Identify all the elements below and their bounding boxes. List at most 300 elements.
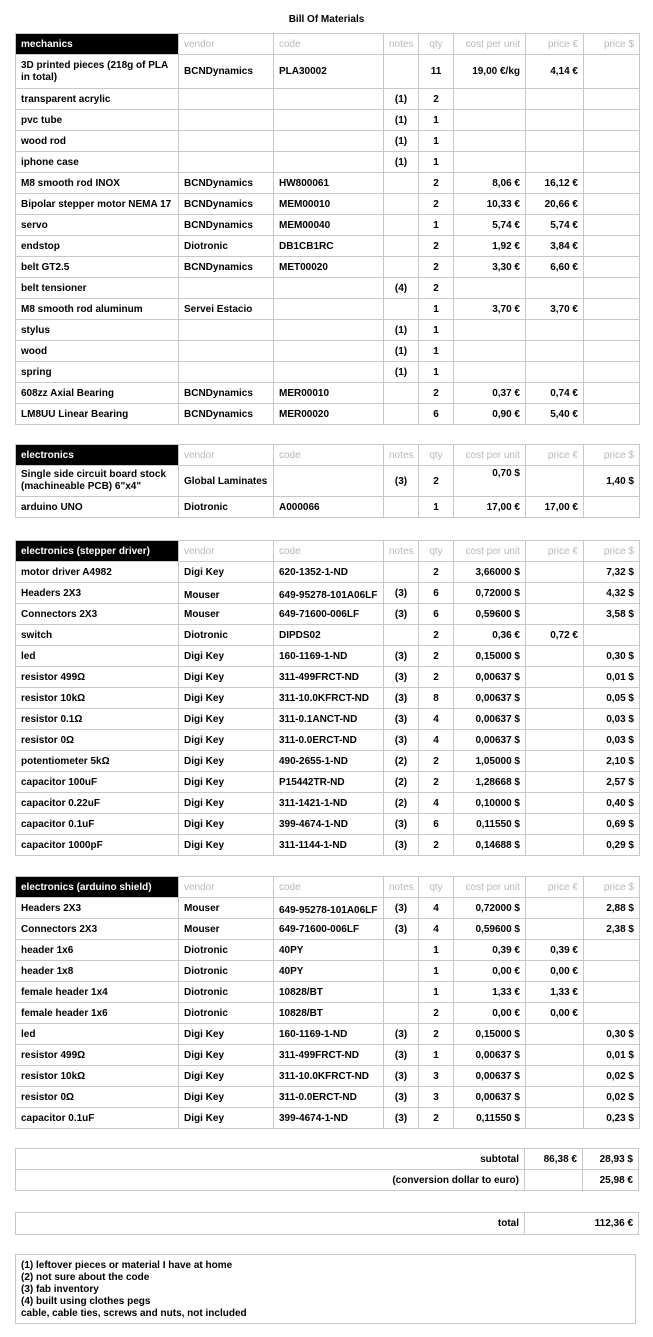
- cell-usd: 2,10 $: [584, 751, 640, 772]
- cell-vendor: Digi Key: [179, 1066, 274, 1087]
- column-header: vendor: [179, 877, 274, 898]
- column-header: code: [274, 877, 384, 898]
- cell-qty: 2: [419, 835, 454, 856]
- cell-notes: (1): [384, 131, 419, 152]
- item-name: Single side circuit board stock (machineable PCB) 6"x4": [16, 466, 179, 497]
- cell-code: 40PY: [274, 940, 384, 961]
- cell-code: 10828/BT: [274, 982, 384, 1003]
- column-header: price $: [584, 445, 640, 466]
- cell-eur: [526, 1066, 584, 1087]
- cell-notes: (3): [384, 1087, 419, 1108]
- cell-eur: 0,39 €: [526, 940, 584, 961]
- table-row: [16, 835, 640, 856]
- cell-notes: (3): [384, 583, 419, 604]
- item-name: capacitor 1000pF: [16, 835, 179, 856]
- cell-qty: 4: [419, 709, 454, 730]
- cell-qty: 2: [419, 1108, 454, 1129]
- cell-cost: [454, 152, 526, 173]
- cell-qty: 2: [419, 1024, 454, 1045]
- cell-notes: [384, 497, 419, 518]
- item-name: capacitor 0.1uF: [16, 1108, 179, 1129]
- item-name: 3D printed pieces (218g of PLA in total): [16, 55, 179, 89]
- cell-code: [274, 299, 384, 320]
- table-row: [16, 1066, 640, 1087]
- cell-usd: [584, 625, 640, 646]
- cell-eur: 5,74 €: [526, 215, 584, 236]
- cell-notes: [384, 940, 419, 961]
- cell-eur: 20,66 €: [526, 194, 584, 215]
- cell-code: 311-0.0ERCT-ND: [274, 730, 384, 751]
- note-line: (4) built using clothes pegs: [21, 1296, 151, 1307]
- cell-eur: [526, 835, 584, 856]
- cell-code: 399-4674-1-ND: [274, 814, 384, 835]
- cell-cost: 0,37 €: [454, 383, 526, 404]
- cell-usd: [584, 404, 640, 425]
- cell-vendor: Servei Estacio: [179, 299, 274, 320]
- cell-usd: 0,29 $: [584, 835, 640, 856]
- cell-qty: 2: [419, 383, 454, 404]
- cell-qty: 2: [419, 236, 454, 257]
- total-table: [15, 1212, 639, 1235]
- cell-notes: [384, 1003, 419, 1024]
- cell-notes: (1): [384, 320, 419, 341]
- cell-usd: [584, 341, 640, 362]
- cell-notes: (3): [384, 1024, 419, 1045]
- cell-vendor: [179, 152, 274, 173]
- column-header: qty: [419, 877, 454, 898]
- cell-cost: 3,70 €: [454, 299, 526, 320]
- table-row: [16, 257, 640, 278]
- cell-notes: (1): [384, 152, 419, 173]
- cell-notes: (3): [384, 1066, 419, 1087]
- item-name: motor driver A4982: [16, 562, 179, 583]
- item-name: capacitor 100uF: [16, 772, 179, 793]
- cell-qty: 2: [419, 772, 454, 793]
- cell-eur: [526, 919, 584, 940]
- cell-qty: 1: [419, 110, 454, 131]
- cell-vendor: BCNDynamics: [179, 404, 274, 425]
- item-name: resistor 10kΩ: [16, 688, 179, 709]
- table-row: [16, 919, 640, 940]
- table-row: [16, 236, 640, 257]
- column-header: price €: [526, 445, 584, 466]
- cell-notes: (1): [384, 110, 419, 131]
- conversion-eur: 25,98 €: [583, 1170, 639, 1191]
- note-line: (2) not sure about the code: [21, 1272, 150, 1283]
- cell-qty: 3: [419, 1066, 454, 1087]
- table-row: [16, 299, 640, 320]
- cell-vendor: [179, 131, 274, 152]
- cell-cost: 0,59600 $: [454, 604, 526, 625]
- column-header: qty: [419, 34, 454, 55]
- column-header: qty: [419, 445, 454, 466]
- cell-vendor: Mouser: [179, 898, 274, 919]
- cell-vendor: Digi Key: [179, 1024, 274, 1045]
- cell-qty: 11: [419, 55, 454, 89]
- cell-cost: [454, 341, 526, 362]
- cell-usd: [584, 278, 640, 299]
- cell-cost: [454, 320, 526, 341]
- cell-qty: 2: [419, 173, 454, 194]
- cell-code: MER00010: [274, 383, 384, 404]
- table-row: [16, 793, 640, 814]
- cell-notes: (3): [384, 1045, 419, 1066]
- table-row: [16, 940, 640, 961]
- cell-notes: [384, 562, 419, 583]
- cell-usd: 0,23 $: [584, 1108, 640, 1129]
- cell-notes: (3): [384, 667, 419, 688]
- column-header: notes: [384, 877, 419, 898]
- cell-notes: (3): [384, 835, 419, 856]
- cell-vendor: Diotronic: [179, 236, 274, 257]
- cell-usd: 7,32 $: [584, 562, 640, 583]
- cell-code: 311-1144-1-ND: [274, 835, 384, 856]
- cell-qty: 2: [419, 751, 454, 772]
- cell-vendor: Global Laminates: [179, 466, 274, 497]
- cell-usd: 2,88 $: [584, 898, 640, 919]
- cell-code: MEM00010: [274, 194, 384, 215]
- cell-qty: 6: [419, 404, 454, 425]
- table-row: [16, 173, 640, 194]
- cell-usd: [584, 362, 640, 383]
- subtotal-eur: 86,38 €: [525, 1149, 583, 1170]
- cell-cost: 0,00637 $: [454, 730, 526, 751]
- cell-code: 649-95278-101A06LF: [274, 898, 384, 919]
- note-line: (3) fab inventory: [21, 1284, 99, 1295]
- cell-notes: (3): [384, 466, 419, 497]
- cell-usd: 2,57 $: [584, 772, 640, 793]
- cell-cost: 0,11550 $: [454, 814, 526, 835]
- total-label: total: [16, 1213, 525, 1235]
- cell-vendor: BCNDynamics: [179, 173, 274, 194]
- cell-usd: [584, 194, 640, 215]
- item-name: servo: [16, 215, 179, 236]
- cell-qty: 4: [419, 919, 454, 940]
- cell-code: 649-71600-006LF: [274, 604, 384, 625]
- cell-cost: 1,28668 $: [454, 772, 526, 793]
- column-header: price $: [584, 541, 640, 562]
- cell-eur: 3,84 €: [526, 236, 584, 257]
- section-title: electronics (arduino shield): [16, 877, 179, 898]
- cell-eur: [526, 709, 584, 730]
- cell-eur: [526, 583, 584, 604]
- table-row: [16, 320, 640, 341]
- item-name: endstop: [16, 236, 179, 257]
- item-name: stylus: [16, 320, 179, 341]
- item-name: M8 smooth rod INOX: [16, 173, 179, 194]
- column-header: price €: [526, 541, 584, 562]
- cell-usd: 0,02 $: [584, 1087, 640, 1108]
- cell-usd: 0,30 $: [584, 646, 640, 667]
- cell-eur: 0,72 €: [526, 625, 584, 646]
- cell-qty: 1: [419, 341, 454, 362]
- cell-vendor: Digi Key: [179, 646, 274, 667]
- cell-cost: 0,14688 $: [454, 835, 526, 856]
- item-name: wood: [16, 341, 179, 362]
- table-row: [16, 709, 640, 730]
- cell-cost: 0,00637 $: [454, 667, 526, 688]
- cell-eur: 0,74 €: [526, 383, 584, 404]
- cell-qty: 1: [419, 961, 454, 982]
- cell-notes: [384, 194, 419, 215]
- cell-notes: (3): [384, 604, 419, 625]
- cell-eur: [526, 667, 584, 688]
- cell-usd: [584, 497, 640, 518]
- cell-usd: 0,69 $: [584, 814, 640, 835]
- cell-vendor: [179, 278, 274, 299]
- item-name: resistor 499Ω: [16, 1045, 179, 1066]
- section-title: electronics: [16, 445, 179, 466]
- notes-box: [15, 1254, 636, 1324]
- cell-qty: 1: [419, 215, 454, 236]
- cell-vendor: Digi Key: [179, 709, 274, 730]
- cell-cost: 5,74 €: [454, 215, 526, 236]
- cell-notes: (3): [384, 730, 419, 751]
- table-row: [16, 667, 640, 688]
- cell-notes: (3): [384, 709, 419, 730]
- item-name: led: [16, 1024, 179, 1045]
- subtotal-table: [15, 1148, 639, 1191]
- cell-notes: [384, 961, 419, 982]
- cell-usd: [584, 383, 640, 404]
- section-table: [15, 540, 640, 856]
- table-row: [16, 1045, 640, 1066]
- cell-notes: (2): [384, 793, 419, 814]
- cell-qty: 2: [419, 89, 454, 110]
- cell-cost: 1,05000 $: [454, 751, 526, 772]
- item-name: Connectors 2X3: [16, 604, 179, 625]
- cell-usd: [584, 173, 640, 194]
- cell-cost: 19,00 €/kg: [454, 55, 526, 89]
- cell-vendor: Diotronic: [179, 497, 274, 518]
- cell-vendor: Digi Key: [179, 772, 274, 793]
- cell-cost: 8,06 €: [454, 173, 526, 194]
- cell-cost: 0,10000 $: [454, 793, 526, 814]
- table-row: [16, 646, 640, 667]
- cell-notes: (3): [384, 919, 419, 940]
- cell-qty: 1: [419, 940, 454, 961]
- item-name: resistor 0.1Ω: [16, 709, 179, 730]
- cell-cost: 0,72000 $: [454, 583, 526, 604]
- cell-notes: [384, 299, 419, 320]
- cell-notes: [384, 625, 419, 646]
- cell-code: 40PY: [274, 961, 384, 982]
- note-line: (1) leftover pieces or material I have at home: [21, 1260, 233, 1271]
- cell-usd: [584, 299, 640, 320]
- cell-vendor: Diotronic: [179, 1003, 274, 1024]
- cell-code: 620-1352-1-ND: [274, 562, 384, 583]
- subtotal-usd: 28,93 $: [583, 1149, 639, 1170]
- cell-notes: [384, 236, 419, 257]
- cell-cost: 0,00637 $: [454, 1045, 526, 1066]
- cell-vendor: Digi Key: [179, 793, 274, 814]
- cell-cost: 3,66000 $: [454, 562, 526, 583]
- cell-cost: 10,33 €: [454, 194, 526, 215]
- cell-code: 311-499FRCT-ND: [274, 667, 384, 688]
- table-row: [16, 1003, 640, 1024]
- table-row: [16, 215, 640, 236]
- cell-usd: 0,03 $: [584, 730, 640, 751]
- cell-usd: [584, 320, 640, 341]
- cell-vendor: Mouser: [179, 919, 274, 940]
- column-header: cost per unit: [454, 877, 526, 898]
- cell-code: 649-95278-101A06LF: [274, 583, 384, 604]
- cell-qty: 4: [419, 730, 454, 751]
- cell-code: 311-1421-1-ND: [274, 793, 384, 814]
- cell-qty: 1: [419, 131, 454, 152]
- cell-code: HW800061: [274, 173, 384, 194]
- conversion-label: (conversion dollar to euro): [16, 1170, 525, 1191]
- cell-vendor: Digi Key: [179, 1087, 274, 1108]
- item-name: pvc tube: [16, 110, 179, 131]
- cell-usd: 1,40 $: [584, 466, 640, 497]
- item-name: belt GT2.5: [16, 257, 179, 278]
- item-name: spring: [16, 362, 179, 383]
- cell-notes: (3): [384, 898, 419, 919]
- item-name: switch: [16, 625, 179, 646]
- cell-code: 649-71600-006LF: [274, 919, 384, 940]
- cell-eur: [526, 152, 584, 173]
- conversion-empty: [525, 1170, 583, 1191]
- cell-notes: [384, 55, 419, 89]
- cell-cost: 0,36 €: [454, 625, 526, 646]
- cell-vendor: Digi Key: [179, 1045, 274, 1066]
- cell-cost: [454, 362, 526, 383]
- cell-eur: 3,70 €: [526, 299, 584, 320]
- cell-usd: [584, 55, 640, 89]
- cell-vendor: Digi Key: [179, 730, 274, 751]
- table-row: [16, 625, 640, 646]
- page-title: Bill Of Materials: [288, 14, 365, 25]
- section-table: [15, 33, 640, 425]
- cell-cost: 0,72000 $: [454, 898, 526, 919]
- cell-eur: 6,60 €: [526, 257, 584, 278]
- item-name: header 1x8: [16, 961, 179, 982]
- cell-notes: [384, 383, 419, 404]
- cell-cost: 1,92 €: [454, 236, 526, 257]
- item-name: female header 1x4: [16, 982, 179, 1003]
- table-row: [16, 1087, 640, 1108]
- column-header: cost per unit: [454, 541, 526, 562]
- cell-cost: 0,70 $: [454, 466, 526, 497]
- cell-cost: [454, 89, 526, 110]
- table-row: [16, 688, 640, 709]
- cell-vendor: Mouser: [179, 604, 274, 625]
- cell-qty: 1: [419, 320, 454, 341]
- item-name: M8 smooth rod aluminum: [16, 299, 179, 320]
- item-name: resistor 499Ω: [16, 667, 179, 688]
- cell-code: MET00020: [274, 257, 384, 278]
- cell-usd: [584, 257, 640, 278]
- cell-usd: [584, 152, 640, 173]
- cell-eur: [526, 1045, 584, 1066]
- cell-usd: 0,01 $: [584, 667, 640, 688]
- cell-usd: [584, 110, 640, 131]
- cell-usd: 3,58 $: [584, 604, 640, 625]
- cell-notes: (2): [384, 772, 419, 793]
- cell-vendor: Diotronic: [179, 961, 274, 982]
- cell-vendor: BCNDynamics: [179, 257, 274, 278]
- column-header: code: [274, 541, 384, 562]
- cell-code: [274, 152, 384, 173]
- cell-eur: [526, 562, 584, 583]
- cell-qty: 6: [419, 604, 454, 625]
- cell-qty: 4: [419, 898, 454, 919]
- cell-notes: (1): [384, 341, 419, 362]
- table-row: [16, 982, 640, 1003]
- item-name: Headers 2X3: [16, 898, 179, 919]
- cell-notes: [384, 982, 419, 1003]
- cell-qty: 8: [419, 688, 454, 709]
- cell-qty: 2: [419, 667, 454, 688]
- cell-eur: 4,14 €: [526, 55, 584, 89]
- column-header: cost per unit: [454, 34, 526, 55]
- cell-eur: [526, 341, 584, 362]
- table-row: [16, 55, 640, 89]
- cell-code: [274, 362, 384, 383]
- cell-cost: 0,90 €: [454, 404, 526, 425]
- cell-cost: 0,15000 $: [454, 1024, 526, 1045]
- cell-eur: [526, 793, 584, 814]
- cell-usd: [584, 215, 640, 236]
- cell-qty: 2: [419, 1003, 454, 1024]
- cell-notes: (1): [384, 89, 419, 110]
- cell-eur: [526, 751, 584, 772]
- cell-vendor: Digi Key: [179, 1108, 274, 1129]
- cell-cost: 0,00 €: [454, 1003, 526, 1024]
- cell-cost: 3,30 €: [454, 257, 526, 278]
- table-row: [16, 152, 640, 173]
- cell-eur: [526, 1024, 584, 1045]
- item-name: capacitor 0.1uF: [16, 814, 179, 835]
- column-header: notes: [384, 541, 419, 562]
- cell-code: P15442TR-ND: [274, 772, 384, 793]
- table-row: [16, 131, 640, 152]
- column-header: vendor: [179, 541, 274, 562]
- cell-code: [274, 89, 384, 110]
- table-row: [16, 562, 640, 583]
- item-name: resistor 0Ω: [16, 730, 179, 751]
- cell-qty: 2: [419, 257, 454, 278]
- item-name: Bipolar stepper motor NEMA 17: [16, 194, 179, 215]
- cell-vendor: Diotronic: [179, 625, 274, 646]
- cell-code: 311-499FRCT-ND: [274, 1045, 384, 1066]
- cell-code: 399-4674-1-ND: [274, 1108, 384, 1129]
- cell-notes: [384, 257, 419, 278]
- section-header-row: [16, 877, 640, 898]
- cell-code: 311-0.0ERCT-ND: [274, 1087, 384, 1108]
- cell-code: [274, 341, 384, 362]
- subtotal-label: subtotal: [16, 1149, 525, 1170]
- cell-usd: [584, 1003, 640, 1024]
- cell-code: 10828/BT: [274, 1003, 384, 1024]
- table-row: [16, 497, 640, 518]
- cell-vendor: Digi Key: [179, 562, 274, 583]
- section-header-row: [16, 34, 640, 55]
- item-name: resistor 10kΩ: [16, 1066, 179, 1087]
- cell-vendor: BCNDynamics: [179, 215, 274, 236]
- cell-eur: [526, 604, 584, 625]
- cell-vendor: BCNDynamics: [179, 383, 274, 404]
- cell-code: DB1CB1RC: [274, 236, 384, 257]
- section-table: [15, 444, 640, 518]
- cell-vendor: [179, 341, 274, 362]
- cell-eur: 17,00 €: [526, 497, 584, 518]
- column-header: price €: [526, 877, 584, 898]
- item-name: belt tensioner: [16, 278, 179, 299]
- table-row: [16, 194, 640, 215]
- cell-eur: [526, 814, 584, 835]
